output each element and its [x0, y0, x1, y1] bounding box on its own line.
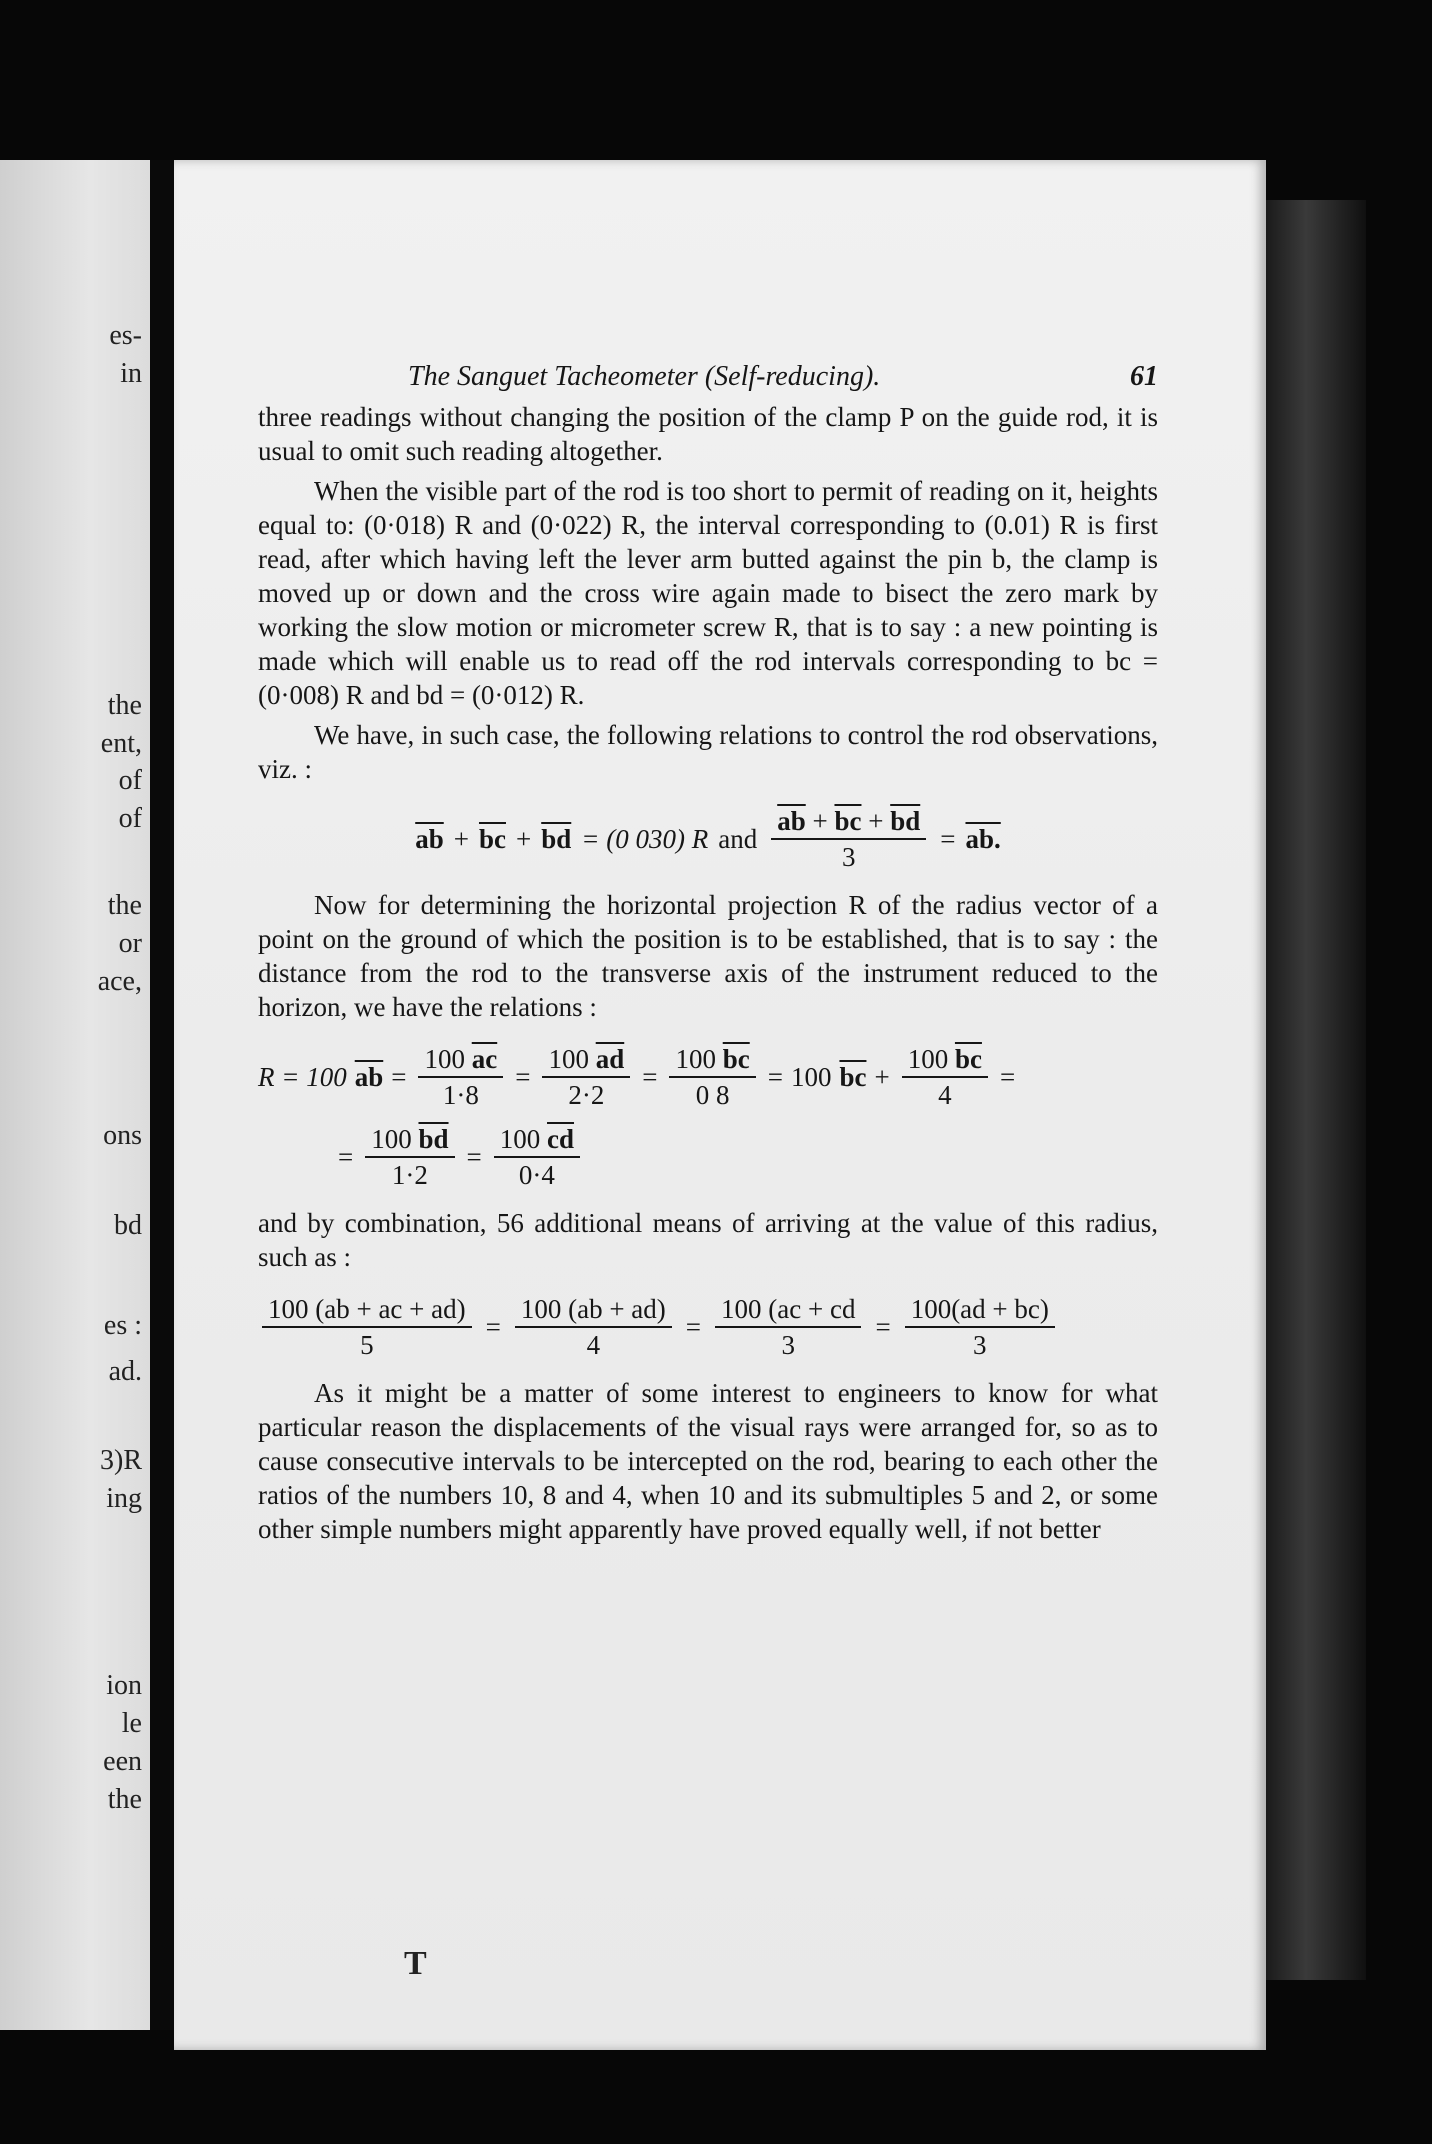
paragraph-2: When the visible part of the rod is too short to permit of reading on it, heights equal to: (0·018) R and (0·022) R, the interval corresponding to (0.01) R is first read, after which having left the lever arm butted against the pin b, the clamp is moved up or down and the cross wire again made to bisect the zero mark by working the slow motion or micrometer screw R, that is to say : a new pointing is made which will enable us to read off the rod intervals corresponding to bc = (0·008) R and bd = (0·012) R.	[258, 476, 1158, 710]
margin-fragment: es :	[103, 1310, 142, 1341]
eq-fraction	[418, 1042, 503, 1112]
num-var: $\overline{bc}$	[722, 1044, 750, 1074]
running-title: The Sanguet Tacheometer (Self-reducing).	[408, 361, 881, 392]
page-number: 61	[1130, 361, 1158, 392]
equation-line-2	[258, 1122, 584, 1192]
fraction-numerator: 100 (ab + ad)	[515, 1292, 672, 1328]
fraction-numerator: 100(ad + bc)	[905, 1292, 1055, 1328]
eq-term: $\overline{bd}$	[541, 824, 572, 854]
eq-op: =	[391, 1062, 407, 1092]
margin-fragment: or	[118, 928, 142, 959]
paragraph-3: We have, in such case, the following relations to control the rod observations, viz. :	[258, 720, 1158, 784]
eq-op: +	[515, 824, 532, 854]
eq-op: =	[767, 1062, 783, 1092]
eq-fraction	[262, 1292, 472, 1362]
eq-op: +	[874, 1062, 890, 1092]
paragraph-5: and by combination, 56 additional means of arriving at the value of this radius, such as :	[258, 1208, 1158, 1272]
eq-fraction	[365, 1122, 454, 1192]
fraction-denominator: 5	[360, 1330, 374, 1360]
num-coef: 100	[548, 1044, 589, 1074]
fraction-numerator	[669, 1042, 755, 1078]
margin-fragment: le	[121, 1708, 142, 1739]
num-coef: 100	[907, 1044, 949, 1074]
fraction-numerator	[365, 1122, 454, 1158]
eq-term: $\overline{bc}$	[478, 824, 506, 854]
fraction-numerator: 100 (ac + cd	[715, 1292, 861, 1328]
paragraph-1: three readings without changing the position of the clamp P on the guide rod, it is usual to omit such reading altogether.	[258, 402, 1158, 466]
equation-combination	[258, 1292, 1158, 1362]
equation-radius	[258, 1042, 1158, 1192]
margin-fragment: of	[118, 803, 142, 834]
right-edge-shadow	[1266, 200, 1366, 1980]
margin-fragment: ace,	[97, 966, 142, 997]
num-coef: 100	[371, 1124, 412, 1154]
fraction-numerator	[902, 1042, 988, 1078]
num-var: $\overline{cd}$	[547, 1124, 575, 1154]
eq-op: +	[812, 806, 828, 836]
eq-fraction	[542, 1042, 630, 1112]
eq-fraction	[494, 1122, 580, 1192]
eq-op: =	[999, 1062, 1016, 1092]
page-content	[258, 360, 1158, 1552]
fraction-numerator: 100 (ab + ac + ad)	[262, 1292, 472, 1328]
fraction-numerator	[771, 804, 926, 840]
running-header	[258, 360, 1158, 394]
eq-term: R = 100	[258, 1062, 347, 1092]
fraction-denominator: 3	[781, 1330, 795, 1360]
equation-line-1	[258, 1042, 1015, 1112]
fraction-denominator: 3	[841, 842, 856, 872]
fraction-denominator: 2·2	[568, 1080, 605, 1110]
book-page	[174, 160, 1266, 2050]
fraction-numerator	[494, 1122, 580, 1158]
num-coef: 100	[424, 1044, 465, 1074]
left-page-fragment	[0, 160, 150, 2030]
eq-fraction	[902, 1042, 988, 1112]
margin-fragment: the	[107, 1784, 142, 1815]
margin-fragment: es-	[109, 320, 142, 351]
eq-fraction	[905, 1292, 1055, 1362]
paragraph-6: As it might be a matter of some interest to engineers to know for what particular reason the displacements of the visual rays were arranged for, so as to cause consecutive intervals to be intercepted on the rod, bearing to each other the ratios of the numbers 10, 8 and 4, when 10 and its submultiples 5 and 2, or some other simple numbers might apparently have proved equally well, if not better	[258, 1378, 1158, 1544]
eq-fraction	[669, 1042, 755, 1112]
fraction-denominator: 1·2	[391, 1160, 428, 1190]
margin-fragment: ad.	[108, 1356, 142, 1387]
eq-term: ab.	[965, 824, 1001, 854]
eq-term: $\overline{bc}$	[839, 1062, 867, 1092]
eq-and: and	[718, 824, 758, 854]
num-coef: 100	[675, 1044, 716, 1074]
margin-fragment: in	[120, 358, 142, 389]
margin-fragment: ent,	[100, 728, 142, 759]
margin-fragment: of	[118, 765, 142, 796]
num-var: $\overline{ad}$	[595, 1044, 625, 1074]
margin-fragment: the	[107, 890, 142, 921]
margin-fragment: ons	[103, 1120, 142, 1151]
eq-op: =	[338, 1142, 354, 1172]
equation-rod-check	[258, 804, 1158, 874]
eq-op: +	[453, 824, 469, 854]
eq-op: =	[642, 1062, 658, 1092]
fraction-denominator: 0 8	[695, 1080, 730, 1110]
eq-op: =	[940, 824, 956, 854]
fraction-denominator: 1·8	[442, 1080, 479, 1110]
num-var: $\overline{bd}$	[418, 1124, 449, 1154]
margin-fragment: een	[103, 1746, 142, 1777]
fraction-numerator	[418, 1042, 503, 1078]
eq-op: +	[868, 806, 884, 836]
bottom-ink-mark: T	[404, 1945, 427, 1982]
eq-fraction	[715, 1292, 861, 1362]
eq-term: $\overline{ab}$	[777, 806, 806, 836]
fraction-numerator	[542, 1042, 630, 1078]
eq-term: $\overline{ab}$	[354, 1062, 384, 1092]
num-var: $\overline{bc}$	[954, 1044, 982, 1074]
eq-fraction	[515, 1292, 672, 1362]
eq-term: 100	[790, 1062, 832, 1092]
eq-op: =	[485, 1312, 501, 1342]
eq-term: $\overline{ab}$	[415, 824, 444, 854]
margin-fragment: the	[107, 690, 142, 721]
fraction-denominator: 4	[586, 1330, 601, 1360]
margin-fragment: bd	[114, 1210, 142, 1241]
num-coef: 100	[499, 1124, 541, 1154]
paragraph-4: Now for determining the horizontal projection R of the radius vector of a point on the ground of which the position is to be established, that is to say : the distance from the rod to the transverse axis of the instrument reduced to the horizon, we have the relations :	[258, 890, 1158, 1022]
eq-fraction	[771, 804, 926, 874]
fraction-denominator: 4	[938, 1080, 952, 1110]
eq-term: $\overline{bd}$	[890, 806, 921, 836]
margin-fragment: ion	[106, 1670, 142, 1701]
eq-op: =	[685, 1312, 702, 1342]
num-var: $\overline{ac}$	[471, 1044, 498, 1074]
eq-equals: = (0 030) R	[581, 824, 709, 854]
eq-term: $\overline{bc}$	[834, 806, 862, 836]
margin-fragment: ing	[106, 1483, 142, 1514]
eq-op: =	[466, 1142, 482, 1172]
page-gutter	[150, 160, 174, 2030]
eq-op: =	[515, 1062, 531, 1092]
eq-op: =	[875, 1312, 891, 1342]
fraction-denominator: 0·4	[518, 1160, 555, 1190]
margin-fragment: 3)R	[100, 1445, 142, 1476]
fraction-denominator: 3	[973, 1330, 987, 1360]
